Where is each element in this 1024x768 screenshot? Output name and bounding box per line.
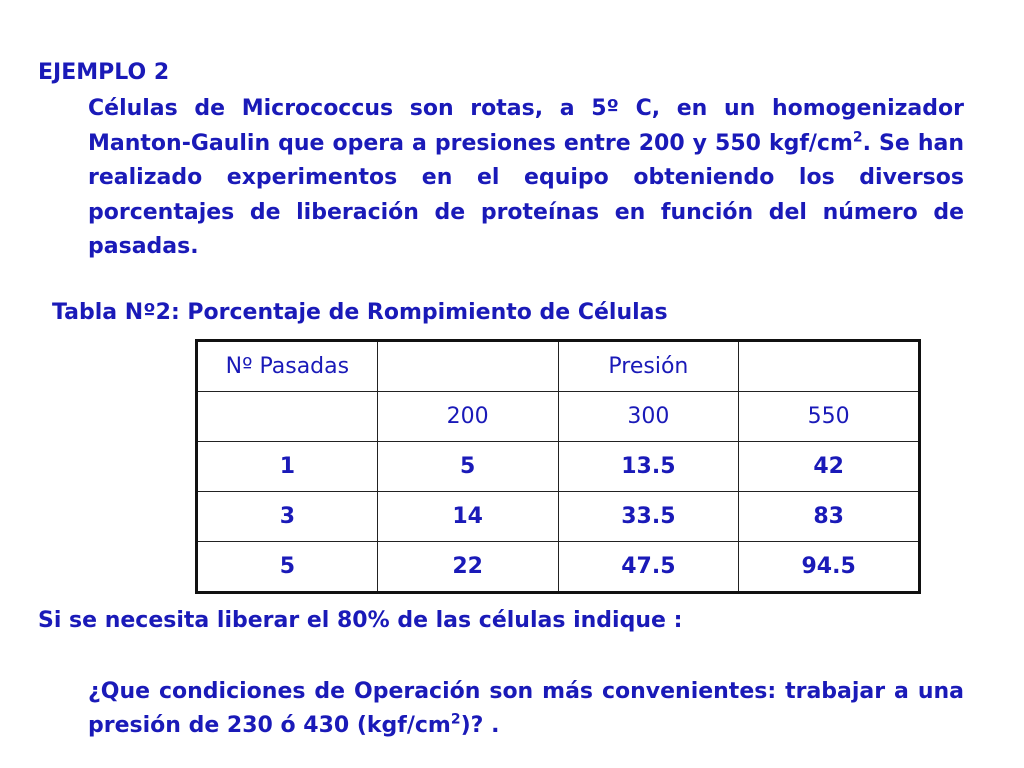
table-cell: 13.5 [558,442,739,492]
problem-superscript: 2 [852,129,863,146]
problem-statement [88,92,964,265]
problem-text-part1: Células de Micrococcus son rotas, a 5º C, en un homogenizador Manton-Gaulin que opera a presiones entre 200 y 550 kgf/cm [88,96,964,156]
subheader-cell [197,392,378,442]
cell-disruption-table [195,339,921,594]
question-superscript: 2 [450,711,461,728]
table-cell: 33.5 [558,492,739,542]
subheader-cell: 200 [377,392,558,442]
table-cell: 3 [197,492,378,542]
subheader-cell: 550 [739,392,920,442]
header-cell: Presión [558,341,739,392]
header-cell [377,341,558,392]
question-text-part2: )? . [460,713,500,738]
table-cell: 83 [739,492,920,542]
table-row [197,442,920,492]
table-caption: Tabla Nº2: Porcentaje de Rompimiento de Células [52,300,668,325]
header-cell: Nº Pasadas [197,341,378,392]
table-cell: 5 [197,542,378,593]
subheader-cell: 300 [558,392,739,442]
table-row [197,492,920,542]
table-cell: 14 [377,492,558,542]
table-cell: 47.5 [558,542,739,593]
question-text [88,675,964,743]
problem-text-part2: . Se han realizado experimentos en el equipo obteniendo los diversos porcentajes de liberación de proteínas en función del número de pasadas. [88,130,964,259]
table-cell: 5 [377,442,558,492]
example-heading: EJEMPLO 2 [38,60,170,85]
table-cell: 42 [739,442,920,492]
table-cell: 22 [377,542,558,593]
table-subheader-row [197,392,920,442]
question-text-part1: ¿Que condiciones de Operación son más convenientes: trabajar a una presión de 230 ó 430 (kgf/cm [88,679,964,738]
question-intro: Si se necesita liberar el 80% de las células indique : [38,608,683,633]
table-row [197,542,920,593]
table-cell: 94.5 [739,542,920,593]
header-cell [739,341,920,392]
table-header-row [197,341,920,392]
table-cell: 1 [197,442,378,492]
